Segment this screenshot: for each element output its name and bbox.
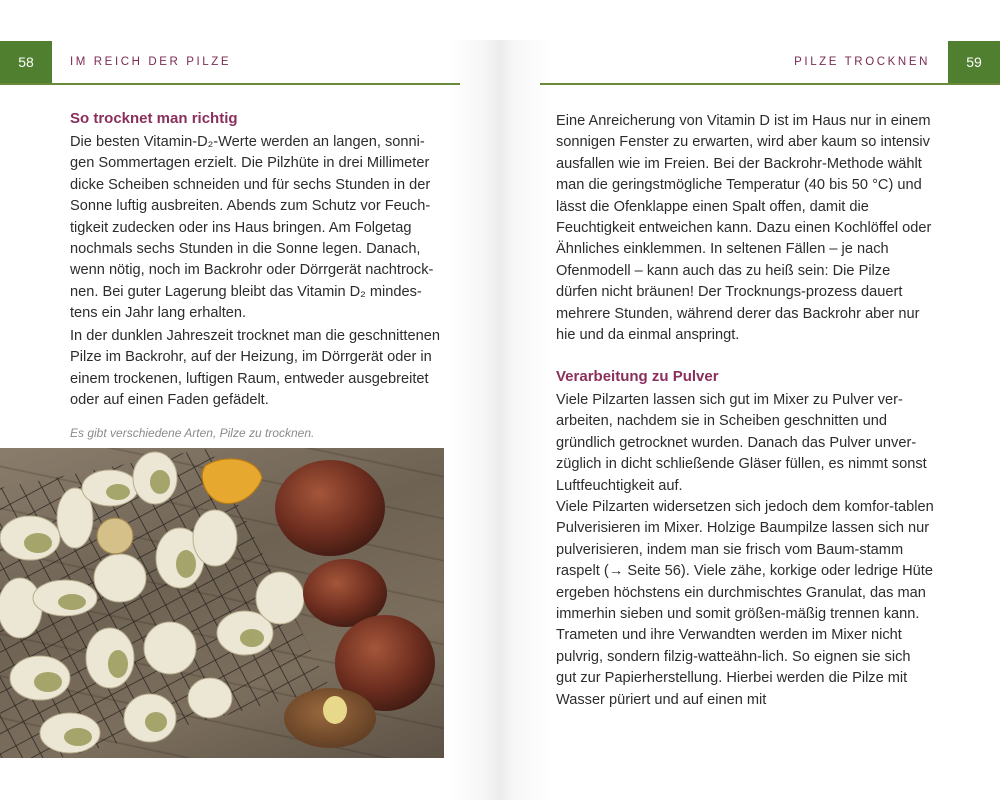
right-paragraph-2: Viele Pilzarten widersetzen sich jedoch dem komfor-tablen Pulverisieren im Mixer. Holzige Baumpilze lassen sich nur pulverisieren, indem man sie frisch vom Baum-stamm raspelt (→ Seite 56). Viele zähe, korkige oder ledrige Hüte ergeben höchstens ein durchmischtes Granulat, das man immerhin sieben und somit größen-mäßig trennen kann. Trameten und ihre Verwandten werden im Mixer nicht pulvrig, sondern filzig-watteähn-lich. So eignen sie sich gut zur Papierherstellung. Hierbei werden die Pilze mit Wasser püriert und auf einen mit (556, 499, 934, 708)
right-paragraph-1: Viele Pilzarten lassen sich gut im Mixer zu Pulver ver-arbeiten, nachdem sie in Scheiben geschnitten und gründlich getrocknet wurden. Danach das Pulver unver-züglich in dicht schließende Gläser füllen, es nimmt sonst Luftfeuchtigkeit auf. (556, 392, 927, 494)
right-page-number: 59 (948, 41, 1000, 83)
book-gutter (445, 40, 555, 800)
right-intro-paragraph: Eine Anreicherung von Vitamin D ist im Haus nur in einem sonnigen Fenster zu erwarten, wird aber kaum so intensiv ausfallen wie im Freien. Bei der Backrohr-Methode wählt man die geringstmögliche Temperatur (40 bis 50 °C) und lässt die Ofenklappe einen Spalt offen, damit die Feuchtigkeit entweichen kann. Dazu einen Kochlöffel oder Ähnliches einklemmen. In seltenen Fällen – je nach Ofenmodell – kann auch das zu heiß sein: Die Pilze dürfen nicht bräunen! Der Trocknungs-prozess dauert mehrere Stunden, während derer das Backrohr aber nur hie und da einmal anspringt. (556, 113, 932, 344)
left-paragraph-2: In der dunklen Jahreszeit trocknet man die geschnittenen Pilze im Backrohr, auf der Heizung, im Dörrgerät oder in einem trockenen, luftigen Raum, entweder ausgebreitet oder auf einen Faden gefädelt. (70, 328, 440, 409)
right-page-header (540, 41, 1000, 85)
drying-mushrooms-photo (0, 448, 444, 758)
left-paragraph-1: Die besten Vitamin-D₂-Werte werden an langen, sonni-gen Sommertagen erzielt. Die Pilzhüte in drei Millimeter dicke Scheiben schneiden und für sechs Stunden in der Sonne luftig ausbreiten. Abends zum Schutz vor Feuch-tigkeit zudecken oder ins Haus bringen. Am Folgetag nochmals sechs Stunden in die Sonne legen. Danach, wenn nötig, noch im Backrohr oder Dörrgerät nachtrock-nen. Bei guter Lagerung bleibt das Vitamin D₂ mindes-tens ein Jahr lang erhalten. (70, 134, 434, 322)
mushroom-illustration (0, 448, 444, 758)
right-section-heading: Verarbeitung zu Pulver (556, 368, 719, 385)
right-running-head: PILZE TROCKNEN (794, 56, 930, 68)
left-section-heading: So trocknet man richtig (70, 110, 238, 127)
left-running-head: IM REICH DER PILZE (70, 56, 232, 68)
photo-caption: Es gibt verschiedene Arten, Pilze zu trocknen. (70, 426, 315, 440)
left-page-header (0, 41, 460, 85)
left-page-number: 58 (0, 41, 52, 83)
